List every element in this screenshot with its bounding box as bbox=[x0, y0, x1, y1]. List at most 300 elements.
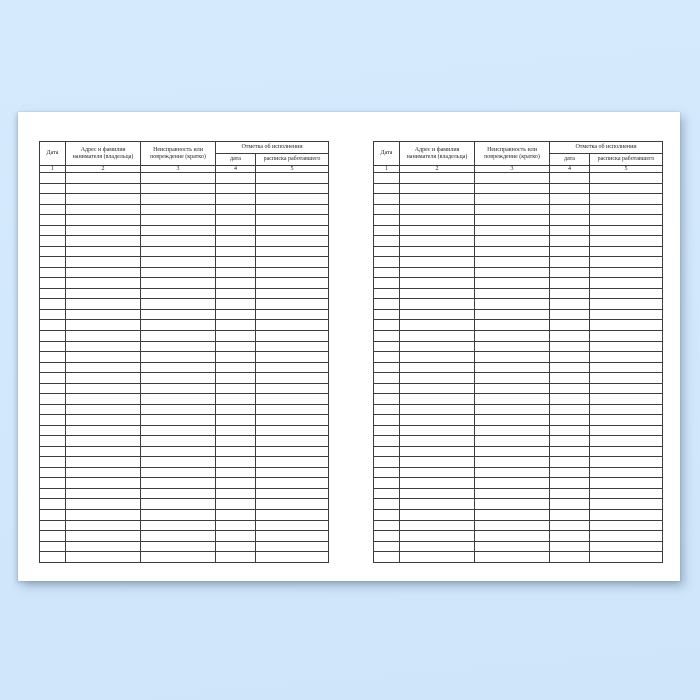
empty-cell bbox=[475, 404, 550, 415]
empty-cell bbox=[40, 288, 66, 299]
empty-cell bbox=[550, 373, 590, 384]
empty-cell bbox=[475, 236, 550, 247]
empty-cell bbox=[374, 499, 400, 510]
empty-cell bbox=[40, 425, 66, 436]
empty-cell bbox=[216, 552, 256, 563]
empty-cell bbox=[141, 510, 216, 521]
empty-cell bbox=[475, 394, 550, 405]
empty-cell bbox=[475, 225, 550, 236]
empty-cell bbox=[256, 467, 329, 478]
empty-cell bbox=[256, 257, 329, 268]
empty-cell bbox=[141, 288, 216, 299]
empty-cell bbox=[256, 362, 329, 373]
empty-cell bbox=[216, 520, 256, 531]
empty-cell bbox=[400, 510, 475, 521]
empty-cell bbox=[374, 267, 400, 278]
empty-entry-row bbox=[374, 404, 663, 415]
empty-cell bbox=[400, 425, 475, 436]
empty-cell bbox=[66, 320, 141, 331]
empty-entry-row bbox=[40, 531, 329, 542]
empty-entry-row bbox=[40, 394, 329, 405]
empty-cell bbox=[40, 478, 66, 489]
empty-cell bbox=[590, 320, 663, 331]
col-header-signature: расписка работавшего bbox=[256, 154, 329, 166]
column-number-cell: 4 bbox=[550, 166, 590, 173]
empty-cell bbox=[400, 204, 475, 215]
empty-cell bbox=[374, 330, 400, 341]
empty-entry-row bbox=[374, 288, 663, 299]
empty-cell bbox=[141, 278, 216, 289]
empty-cell bbox=[66, 531, 141, 542]
empty-cell bbox=[400, 215, 475, 226]
column-number-cell: 3 bbox=[141, 166, 216, 173]
empty-cell bbox=[550, 362, 590, 373]
empty-cell bbox=[550, 173, 590, 184]
empty-cell bbox=[374, 288, 400, 299]
col-header-malfunction: Неисправность или повреждение (кратко) bbox=[141, 142, 216, 166]
empty-cell bbox=[66, 541, 141, 552]
blank-entry-rows bbox=[40, 173, 329, 563]
empty-cell bbox=[40, 373, 66, 384]
empty-cell bbox=[374, 373, 400, 384]
empty-cell bbox=[40, 236, 66, 247]
empty-cell bbox=[550, 520, 590, 531]
empty-cell bbox=[256, 531, 329, 542]
empty-cell bbox=[550, 457, 590, 468]
empty-cell bbox=[40, 499, 66, 510]
empty-cell bbox=[216, 330, 256, 341]
empty-entry-row bbox=[40, 341, 329, 352]
empty-cell bbox=[374, 552, 400, 563]
empty-cell bbox=[66, 267, 141, 278]
empty-cell bbox=[550, 288, 590, 299]
empty-cell bbox=[374, 183, 400, 194]
empty-cell bbox=[374, 478, 400, 489]
empty-entry-row bbox=[40, 267, 329, 278]
empty-cell bbox=[400, 531, 475, 542]
empty-cell bbox=[141, 236, 216, 247]
empty-cell bbox=[256, 436, 329, 447]
empty-cell bbox=[40, 225, 66, 236]
empty-cell bbox=[40, 488, 66, 499]
empty-cell bbox=[216, 173, 256, 184]
empty-cell bbox=[216, 215, 256, 226]
empty-cell bbox=[400, 183, 475, 194]
empty-entry-row bbox=[40, 467, 329, 478]
empty-cell bbox=[141, 267, 216, 278]
empty-cell bbox=[550, 352, 590, 363]
empty-entry-row bbox=[40, 288, 329, 299]
empty-cell bbox=[374, 309, 400, 320]
empty-cell bbox=[66, 552, 141, 563]
empty-entry-row bbox=[374, 499, 663, 510]
empty-cell bbox=[400, 173, 475, 184]
empty-cell bbox=[590, 425, 663, 436]
empty-cell bbox=[256, 510, 329, 521]
empty-cell bbox=[550, 436, 590, 447]
empty-entry-row bbox=[374, 467, 663, 478]
empty-cell bbox=[475, 299, 550, 310]
empty-cell bbox=[141, 457, 216, 468]
empty-cell bbox=[400, 478, 475, 489]
empty-cell bbox=[40, 309, 66, 320]
empty-cell bbox=[374, 299, 400, 310]
empty-cell bbox=[475, 541, 550, 552]
empty-cell bbox=[374, 257, 400, 268]
empty-cell bbox=[475, 183, 550, 194]
empty-cell bbox=[216, 425, 256, 436]
empty-cell bbox=[66, 173, 141, 184]
empty-cell bbox=[475, 552, 550, 563]
empty-entry-row bbox=[40, 246, 329, 257]
empty-cell bbox=[216, 415, 256, 426]
empty-cell bbox=[550, 552, 590, 563]
empty-cell bbox=[374, 225, 400, 236]
empty-cell bbox=[256, 520, 329, 531]
col-header-execution-date: дата bbox=[216, 154, 256, 166]
empty-cell bbox=[141, 415, 216, 426]
empty-entry-row bbox=[374, 320, 663, 331]
repair-log-table-right bbox=[373, 141, 663, 563]
empty-cell bbox=[475, 425, 550, 436]
empty-cell bbox=[400, 415, 475, 426]
empty-cell bbox=[141, 225, 216, 236]
empty-cell bbox=[400, 309, 475, 320]
empty-cell bbox=[40, 341, 66, 352]
empty-cell bbox=[550, 446, 590, 457]
empty-cell bbox=[40, 267, 66, 278]
empty-cell bbox=[216, 194, 256, 205]
empty-cell bbox=[550, 299, 590, 310]
empty-cell bbox=[400, 320, 475, 331]
empty-cell bbox=[475, 320, 550, 331]
empty-cell bbox=[590, 173, 663, 184]
column-number-cell: 1 bbox=[40, 166, 66, 173]
empty-cell bbox=[590, 330, 663, 341]
empty-cell bbox=[550, 257, 590, 268]
empty-cell bbox=[400, 257, 475, 268]
empty-entry-row bbox=[40, 236, 329, 247]
empty-cell bbox=[66, 499, 141, 510]
empty-cell bbox=[475, 341, 550, 352]
empty-cell bbox=[550, 215, 590, 226]
empty-cell bbox=[400, 520, 475, 531]
empty-cell bbox=[590, 457, 663, 468]
empty-cell bbox=[400, 225, 475, 236]
empty-cell bbox=[66, 404, 141, 415]
empty-cell bbox=[550, 425, 590, 436]
empty-entry-row bbox=[40, 552, 329, 563]
empty-cell bbox=[256, 457, 329, 468]
empty-cell bbox=[590, 194, 663, 205]
empty-cell bbox=[256, 383, 329, 394]
empty-entry-row bbox=[374, 299, 663, 310]
empty-cell bbox=[550, 267, 590, 278]
empty-cell bbox=[590, 362, 663, 373]
empty-cell bbox=[475, 531, 550, 542]
empty-cell bbox=[374, 457, 400, 468]
empty-cell bbox=[216, 457, 256, 468]
empty-cell bbox=[141, 246, 216, 257]
empty-cell bbox=[66, 436, 141, 447]
empty-cell bbox=[590, 225, 663, 236]
empty-cell bbox=[66, 510, 141, 521]
empty-entry-row bbox=[374, 541, 663, 552]
empty-cell bbox=[550, 510, 590, 521]
empty-cell bbox=[475, 362, 550, 373]
empty-cell bbox=[216, 320, 256, 331]
empty-entry-row bbox=[40, 194, 329, 205]
col-header-address: Адрес и фамилия нанимателя (владельца) bbox=[66, 142, 141, 166]
empty-cell bbox=[590, 383, 663, 394]
empty-cell bbox=[400, 299, 475, 310]
empty-cell bbox=[66, 341, 141, 352]
empty-cell bbox=[475, 278, 550, 289]
empty-cell bbox=[40, 352, 66, 363]
empty-entry-row bbox=[40, 478, 329, 489]
empty-cell bbox=[475, 520, 550, 531]
empty-entry-row bbox=[40, 225, 329, 236]
empty-cell bbox=[256, 299, 329, 310]
empty-cell bbox=[141, 183, 216, 194]
empty-cell bbox=[216, 341, 256, 352]
empty-cell bbox=[256, 236, 329, 247]
empty-cell bbox=[141, 373, 216, 384]
col-header-date: Дата bbox=[40, 142, 66, 166]
empty-cell bbox=[141, 204, 216, 215]
empty-cell bbox=[590, 531, 663, 542]
col-header-execution-date: дата bbox=[550, 154, 590, 166]
empty-cell bbox=[374, 531, 400, 542]
empty-cell bbox=[256, 183, 329, 194]
empty-cell bbox=[40, 457, 66, 468]
empty-cell bbox=[374, 446, 400, 457]
empty-cell bbox=[141, 341, 216, 352]
empty-cell bbox=[256, 194, 329, 205]
empty-cell bbox=[66, 246, 141, 257]
empty-cell bbox=[216, 362, 256, 373]
empty-cell bbox=[40, 215, 66, 226]
empty-cell bbox=[475, 204, 550, 215]
empty-cell bbox=[216, 383, 256, 394]
empty-cell bbox=[66, 520, 141, 531]
empty-entry-row bbox=[374, 267, 663, 278]
empty-cell bbox=[256, 246, 329, 257]
col-header-address: Адрес и фамилия нанимателя (владельца) bbox=[400, 142, 475, 166]
empty-cell bbox=[590, 309, 663, 320]
empty-cell bbox=[256, 552, 329, 563]
empty-cell bbox=[374, 236, 400, 247]
empty-cell bbox=[550, 320, 590, 331]
empty-entry-row bbox=[374, 246, 663, 257]
empty-cell bbox=[216, 541, 256, 552]
empty-cell bbox=[66, 215, 141, 226]
empty-cell bbox=[400, 330, 475, 341]
empty-cell bbox=[590, 499, 663, 510]
empty-cell bbox=[216, 257, 256, 268]
empty-entry-row bbox=[40, 383, 329, 394]
empty-cell bbox=[590, 467, 663, 478]
empty-cell bbox=[374, 415, 400, 426]
empty-cell bbox=[590, 373, 663, 384]
empty-entry-row bbox=[40, 520, 329, 531]
empty-cell bbox=[216, 352, 256, 363]
empty-entry-row bbox=[40, 330, 329, 341]
empty-cell bbox=[256, 415, 329, 426]
empty-cell bbox=[590, 246, 663, 257]
empty-cell bbox=[590, 183, 663, 194]
empty-entry-row bbox=[374, 330, 663, 341]
empty-cell bbox=[374, 394, 400, 405]
empty-entry-row bbox=[40, 352, 329, 363]
empty-cell bbox=[66, 330, 141, 341]
empty-entry-row bbox=[374, 520, 663, 531]
empty-cell bbox=[141, 541, 216, 552]
empty-cell bbox=[550, 330, 590, 341]
empty-cell bbox=[400, 267, 475, 278]
empty-entry-row bbox=[374, 257, 663, 268]
empty-cell bbox=[40, 467, 66, 478]
empty-entry-row bbox=[374, 309, 663, 320]
empty-entry-row bbox=[374, 225, 663, 236]
empty-cell bbox=[400, 352, 475, 363]
empty-cell bbox=[141, 394, 216, 405]
empty-cell bbox=[66, 425, 141, 436]
empty-entry-row bbox=[40, 457, 329, 468]
empty-cell bbox=[400, 457, 475, 468]
empty-cell bbox=[374, 278, 400, 289]
empty-cell bbox=[40, 446, 66, 457]
empty-cell bbox=[400, 236, 475, 247]
empty-cell bbox=[475, 246, 550, 257]
empty-cell bbox=[475, 330, 550, 341]
table-header bbox=[40, 142, 329, 173]
empty-cell bbox=[475, 383, 550, 394]
empty-entry-row bbox=[374, 173, 663, 184]
empty-cell bbox=[475, 457, 550, 468]
empty-cell bbox=[590, 288, 663, 299]
empty-cell bbox=[66, 309, 141, 320]
empty-cell bbox=[590, 436, 663, 447]
empty-cell bbox=[216, 478, 256, 489]
empty-cell bbox=[216, 246, 256, 257]
empty-cell bbox=[216, 288, 256, 299]
empty-cell bbox=[374, 436, 400, 447]
blank-entry-rows bbox=[374, 173, 663, 563]
empty-cell bbox=[475, 215, 550, 226]
empty-entry-row bbox=[374, 457, 663, 468]
empty-cell bbox=[590, 541, 663, 552]
empty-entry-row bbox=[374, 552, 663, 563]
empty-cell bbox=[256, 204, 329, 215]
empty-cell bbox=[256, 373, 329, 384]
empty-cell bbox=[550, 531, 590, 542]
empty-cell bbox=[550, 394, 590, 405]
empty-cell bbox=[216, 531, 256, 542]
empty-cell bbox=[374, 204, 400, 215]
empty-entry-row bbox=[40, 415, 329, 426]
empty-cell bbox=[141, 488, 216, 499]
empty-cell bbox=[141, 467, 216, 478]
empty-cell bbox=[374, 488, 400, 499]
empty-cell bbox=[141, 383, 216, 394]
empty-entry-row bbox=[40, 488, 329, 499]
empty-cell bbox=[400, 541, 475, 552]
empty-cell bbox=[475, 488, 550, 499]
empty-cell bbox=[550, 478, 590, 489]
empty-cell bbox=[40, 278, 66, 289]
empty-cell bbox=[550, 383, 590, 394]
empty-cell bbox=[590, 478, 663, 489]
empty-cell bbox=[66, 183, 141, 194]
empty-cell bbox=[475, 352, 550, 363]
column-number-cell: 5 bbox=[256, 166, 329, 173]
empty-cell bbox=[66, 457, 141, 468]
empty-cell bbox=[216, 467, 256, 478]
empty-cell bbox=[40, 299, 66, 310]
empty-cell bbox=[550, 246, 590, 257]
empty-cell bbox=[590, 510, 663, 521]
empty-cell bbox=[216, 225, 256, 236]
empty-cell bbox=[256, 499, 329, 510]
empty-cell bbox=[256, 341, 329, 352]
empty-cell bbox=[550, 341, 590, 352]
empty-cell bbox=[374, 520, 400, 531]
empty-entry-row bbox=[40, 425, 329, 436]
empty-entry-row bbox=[40, 436, 329, 447]
empty-cell bbox=[550, 278, 590, 289]
empty-cell bbox=[256, 394, 329, 405]
empty-cell bbox=[66, 299, 141, 310]
empty-entry-row bbox=[40, 404, 329, 415]
empty-cell bbox=[400, 404, 475, 415]
empty-cell bbox=[256, 404, 329, 415]
empty-cell bbox=[66, 257, 141, 268]
empty-cell bbox=[550, 404, 590, 415]
empty-cell bbox=[66, 362, 141, 373]
column-number-row bbox=[40, 166, 329, 173]
empty-cell bbox=[66, 488, 141, 499]
empty-cell bbox=[475, 415, 550, 426]
empty-cell bbox=[590, 394, 663, 405]
empty-cell bbox=[256, 309, 329, 320]
empty-entry-row bbox=[374, 194, 663, 205]
empty-cell bbox=[590, 488, 663, 499]
empty-entry-row bbox=[40, 204, 329, 215]
empty-cell bbox=[550, 499, 590, 510]
empty-cell bbox=[256, 267, 329, 278]
empty-cell bbox=[550, 225, 590, 236]
empty-cell bbox=[256, 541, 329, 552]
empty-cell bbox=[590, 352, 663, 363]
empty-cell bbox=[400, 467, 475, 478]
empty-cell bbox=[475, 436, 550, 447]
empty-cell bbox=[400, 288, 475, 299]
empty-cell bbox=[400, 394, 475, 405]
column-number-cell: 2 bbox=[400, 166, 475, 173]
empty-entry-row bbox=[40, 173, 329, 184]
empty-cell bbox=[216, 404, 256, 415]
open-journal-spread bbox=[18, 112, 680, 581]
empty-cell bbox=[66, 446, 141, 457]
empty-cell bbox=[40, 436, 66, 447]
empty-cell bbox=[141, 352, 216, 363]
empty-entry-row bbox=[374, 446, 663, 457]
empty-cell bbox=[400, 446, 475, 457]
empty-cell bbox=[40, 173, 66, 184]
empty-cell bbox=[40, 183, 66, 194]
column-number-cell: 1 bbox=[374, 166, 400, 173]
